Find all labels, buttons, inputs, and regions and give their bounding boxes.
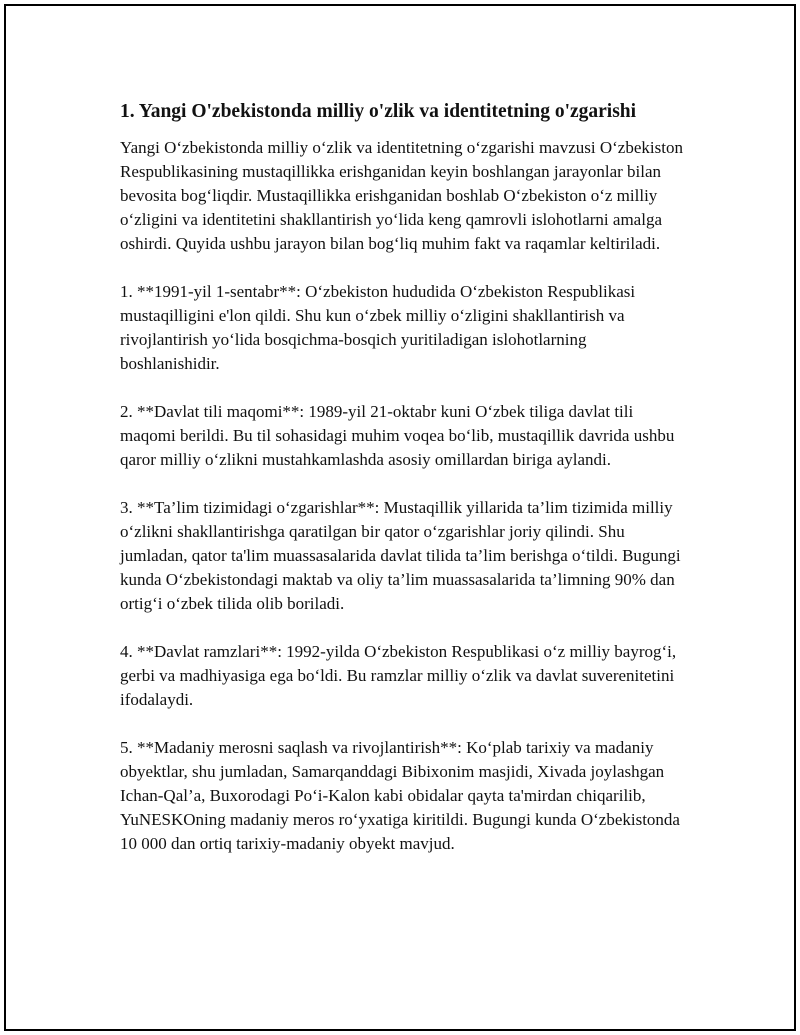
document-body: [120, 98, 690, 880]
paragraph-state-language: 2. **Davlat tili maqomi**: 1989-yil 21-oktabr kuni O‘zbek tiliga davlat tili maqomi berildi. Bu til sohasidagi muhim voqea bo‘lib, mustaqillik davrida ushbu qaror milliy o‘zlikni mustahkamlashda asosiy omillardan biriga aylandi.: [120, 402, 675, 469]
paragraph-independence: 1. **1991-yil 1-sentabr**: O‘zbekiston hududida O‘zbekiston Respublikasi mustaqilligini e'lon qildi. Shu kun o‘zbek milliy o‘zligini shakllantirish va rivojlantirish yo‘lida bosqichma-bosqich yuritiladigan islohotlarning boshlanishidir.: [120, 282, 636, 373]
document-title: 1. Yangi O'zbekistonda milliy o'zlik va identitetning o'zgarishi: [120, 101, 637, 122]
intro-paragraph: Yangi O‘zbekistonda milliy o‘zlik va identitetning o‘zgarishi mavzusi O‘zbekiston Respublikasining mustaqillikka erishganidan keyin boshlangan jarayonlar bilan bevosita bog‘liqdir. Mustaqillikka erishganidan boshlab O‘zbekiston o‘z milliy o‘zligini va identitetini shakllantirish yo‘lida keng qamrovli islohotlarni amalga oshirdi. Quyida ushbu jarayon bilan bog‘liq muhim fakt va raqamlar keltiriladi.: [120, 138, 683, 253]
paragraph-cultural-heritage: 5. **Madaniy merosni saqlash va rivojlantirish**: Ko‘plab tarixiy va madaniy obyektlar, shu jumladan, Samarqanddagi Bibixonim masjidi, Xivada joylashgan Ichan-Qal’a, Buxorodagi Po‘i-Kalon kabi obidalar qayta ta'mirdan chiqarilib, YuNESKOning madaniy meros ro‘yxatiga kiritildi. Bugungi kunda O‘zbekistonda 10 000 dan ortiq tarixiy-madaniy obyekt mavjud.: [120, 738, 680, 853]
paragraph-education: 3. **Ta’lim tizimidagi o‘zgarishlar**: Mustaqillik yillarida ta’lim tizimida milliy o‘zlikni shakllantirishga qaratilgan bir qator o‘zgarishlar joriy qilindi. Shu jumladan, qator ta'lim muassasalarida davlat tilida ta’lim berishga o‘tildi. Bugungi kunda O‘zbekistondagi maktab va oliy ta’lim muassasalarida ta’limning 90% dan ortig‘i o‘zbek tilida olib boriladi.: [120, 498, 681, 613]
paragraph-state-symbols: 4. **Davlat ramzlari**: 1992-yilda O‘zbekiston Respublikasi o‘z milliy bayrog‘i, gerbi va madhiyasiga ega bo‘ldi. Bu ramzlar milliy o‘zlik va davlat suverenitetini ifodalaydi.: [120, 642, 677, 709]
document-page: [4, 4, 796, 1031]
